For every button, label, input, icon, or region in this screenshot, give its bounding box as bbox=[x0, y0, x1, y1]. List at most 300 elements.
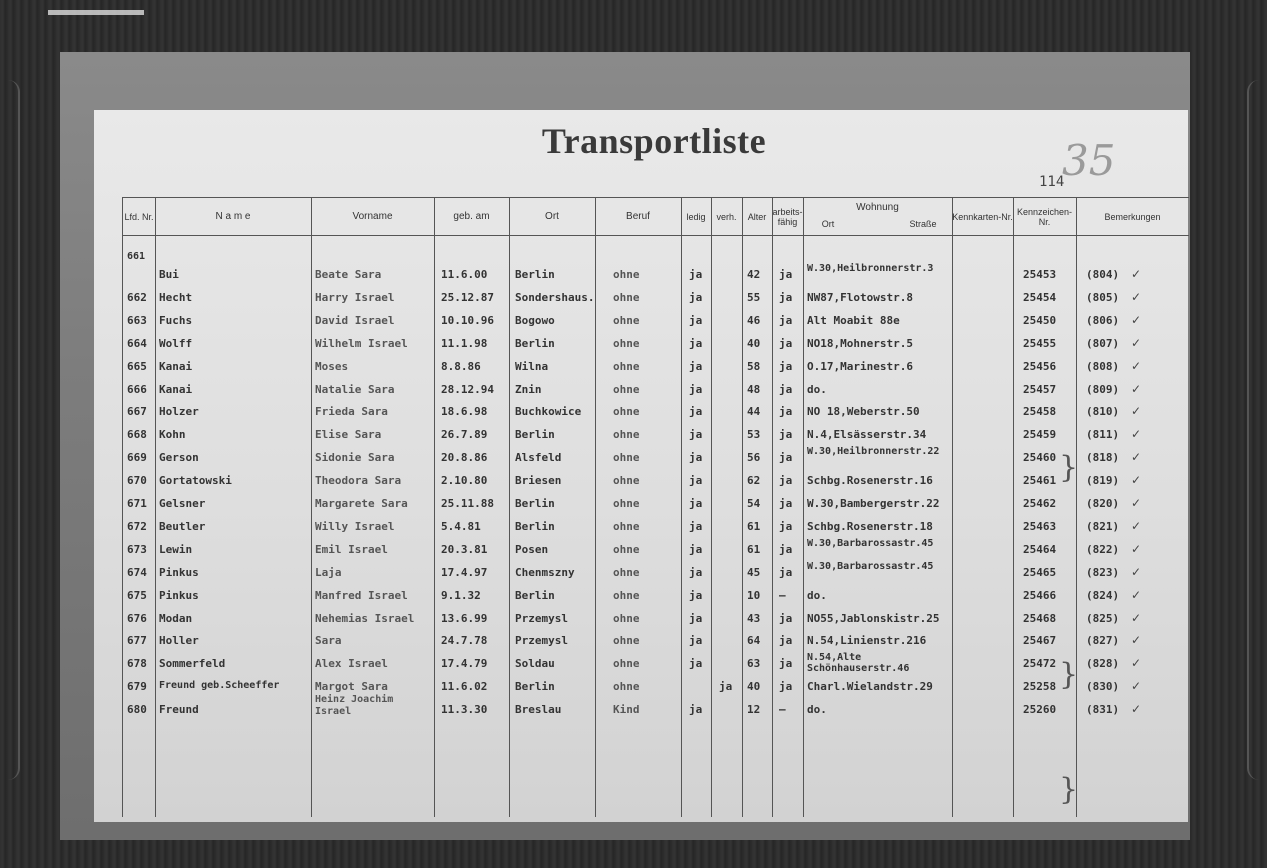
single: ja bbox=[689, 497, 703, 510]
birth-place: Alsfeld bbox=[515, 451, 562, 465]
residence: N.4,Elsässerstr.34 bbox=[807, 428, 927, 442]
fit-for-work: ja bbox=[779, 451, 793, 465]
remarks: (808) bbox=[1086, 359, 1120, 373]
residence: N.54,Alte Schönhauserstr.46 bbox=[807, 652, 910, 675]
fit-for-work: ja bbox=[779, 268, 793, 281]
identification-number: 25466 bbox=[1023, 588, 1057, 602]
single: ja bbox=[689, 634, 703, 648]
remarks: (823) bbox=[1086, 565, 1120, 579]
birth-place: Bogowo bbox=[515, 313, 555, 327]
row-number: 675 bbox=[127, 588, 147, 602]
occupation: ohne bbox=[613, 290, 640, 304]
birth-date: 24.7.78 bbox=[441, 634, 488, 648]
birth-place: Berlin bbox=[515, 497, 555, 510]
residence: do. bbox=[807, 588, 827, 602]
table-row bbox=[123, 334, 1189, 357]
surname: Gerson bbox=[159, 451, 199, 465]
fit-for-work: ja bbox=[779, 634, 793, 648]
header-geb-am: geb. am bbox=[453, 211, 490, 222]
header-bottom-rule bbox=[123, 235, 1189, 236]
residence: Schbg.Rosenerstr.18 bbox=[807, 519, 933, 533]
residence: W.30,Heilbronnerstr.3 bbox=[807, 263, 934, 274]
first-name: Margot Sara bbox=[315, 680, 388, 694]
header-verh: verh. bbox=[716, 212, 737, 222]
surname: Sommerfeld bbox=[159, 657, 226, 671]
first-name: Harry Israel bbox=[315, 290, 395, 304]
occupation: ohne bbox=[613, 451, 640, 465]
single: ja bbox=[689, 405, 703, 419]
residence: W.30,Barbarossastr.45 bbox=[807, 560, 934, 572]
first-name: David Israel bbox=[315, 313, 395, 327]
first-name: Sidonie Sara bbox=[315, 451, 395, 465]
header-top-rule bbox=[123, 197, 1189, 198]
occupation: ohne bbox=[613, 405, 640, 419]
fit-for-work: ja bbox=[779, 497, 793, 510]
table-row bbox=[123, 471, 1189, 494]
birth-date: 20.3.81 bbox=[441, 542, 488, 556]
first-name: Heinz Joachim Israel bbox=[315, 694, 394, 718]
checkmark-icon: ✓ bbox=[1131, 335, 1142, 350]
single: ja bbox=[689, 313, 703, 327]
identification-number: 25459 bbox=[1023, 428, 1057, 442]
first-name: Wilhelm Israel bbox=[315, 336, 408, 350]
birth-place: Berlin bbox=[515, 519, 555, 533]
identification-number: 25463 bbox=[1023, 519, 1057, 533]
row-number: 668 bbox=[127, 428, 147, 442]
identification-number: 25467 bbox=[1023, 634, 1057, 648]
row-number: 664 bbox=[127, 336, 147, 350]
table-row bbox=[123, 517, 1189, 540]
table-row bbox=[123, 694, 1189, 723]
table-row bbox=[123, 560, 1189, 586]
age: 58 bbox=[747, 359, 761, 373]
birth-date: 17.4.79 bbox=[441, 657, 488, 671]
header-lfd-nr: Lfd. Nr. bbox=[124, 212, 154, 222]
remarks: (806) bbox=[1086, 313, 1120, 327]
first-name: Sara bbox=[315, 634, 342, 648]
birth-date: 5.4.81 bbox=[441, 519, 481, 533]
birth-date: 25.12.87 bbox=[441, 290, 494, 304]
fit-for-work: ja bbox=[779, 428, 793, 442]
occupation: ohne bbox=[613, 382, 640, 396]
row-number: 663 bbox=[127, 313, 147, 327]
surname: Gelsner bbox=[159, 497, 206, 510]
row-number-661-top: 661 bbox=[127, 251, 146, 262]
transport-table bbox=[122, 197, 1189, 817]
birth-date: 10.10.96 bbox=[441, 313, 494, 327]
age: 61 bbox=[747, 542, 761, 556]
table-row bbox=[123, 288, 1189, 311]
identification-number: 25450 bbox=[1023, 313, 1057, 327]
remarks: (821) bbox=[1086, 519, 1120, 533]
transport-list-sheet bbox=[94, 110, 1188, 822]
row-number: 672 bbox=[127, 519, 147, 533]
identification-number: 25464 bbox=[1023, 542, 1057, 556]
single: ja bbox=[689, 565, 703, 579]
family-brace: } bbox=[1059, 772, 1079, 807]
birth-place: Berlin bbox=[515, 428, 555, 442]
surname: Bui bbox=[159, 268, 179, 281]
occupation: Kind bbox=[613, 703, 640, 717]
remarks: (830) bbox=[1086, 680, 1120, 694]
table-row bbox=[123, 402, 1189, 425]
residence: do. bbox=[807, 703, 827, 717]
table-row bbox=[123, 494, 1189, 517]
first-name: Alex Israel bbox=[315, 657, 388, 671]
age: 40 bbox=[747, 336, 761, 350]
occupation: ohne bbox=[613, 519, 640, 533]
fit-for-work: – bbox=[779, 703, 786, 717]
single: ja bbox=[689, 588, 703, 602]
identification-number: 25258 bbox=[1023, 680, 1057, 694]
birth-place: Berlin bbox=[515, 336, 555, 350]
birth-place: Znin bbox=[515, 382, 542, 396]
checkmark-icon: ✓ bbox=[1131, 427, 1142, 442]
row-number: 666 bbox=[127, 382, 147, 396]
checkmark-icon: ✓ bbox=[1131, 564, 1142, 579]
first-name: Nehemias Israel bbox=[315, 611, 415, 625]
occupation: ohne bbox=[613, 313, 640, 327]
header-vorname: Vorname bbox=[352, 211, 393, 222]
occupation: ohne bbox=[613, 588, 640, 602]
single: ja bbox=[689, 290, 703, 304]
header-ledig: ledig bbox=[686, 212, 706, 222]
surname: Holzer bbox=[159, 405, 199, 419]
age: 46 bbox=[747, 313, 761, 327]
identification-number: 25453 bbox=[1023, 268, 1057, 281]
header-wohnung: Wohnung bbox=[856, 202, 899, 213]
fit-for-work: ja bbox=[779, 405, 793, 419]
remarks: (819) bbox=[1086, 474, 1120, 488]
identification-number: 25455 bbox=[1023, 336, 1057, 350]
birth-place: Wilna bbox=[515, 359, 549, 373]
birth-date: 11.3.30 bbox=[441, 703, 488, 717]
family-brace: } bbox=[1059, 450, 1079, 485]
first-name: Margarete Sara bbox=[315, 497, 408, 510]
fit-for-work: – bbox=[779, 588, 786, 602]
table-row bbox=[123, 380, 1189, 403]
age: 64 bbox=[747, 634, 761, 648]
single: ja bbox=[689, 519, 703, 533]
identification-number: 25462 bbox=[1023, 497, 1057, 510]
row-number: 667 bbox=[127, 405, 147, 419]
remarks: (810) bbox=[1086, 405, 1120, 419]
age: 45 bbox=[747, 565, 761, 579]
table-row bbox=[123, 537, 1189, 563]
single: ja bbox=[689, 611, 703, 625]
fit-for-work: ja bbox=[779, 611, 793, 625]
birth-date: 11.6.02 bbox=[441, 680, 488, 694]
surname: Pinkus bbox=[159, 565, 199, 579]
identification-number: 25472 bbox=[1023, 657, 1057, 671]
birth-place: Sondershaus. bbox=[515, 290, 595, 304]
identification-number: 25456 bbox=[1023, 359, 1057, 373]
birth-date: 13.6.99 bbox=[441, 611, 488, 625]
fit-for-work: ja bbox=[779, 657, 793, 671]
row-number: 679 bbox=[127, 680, 147, 694]
occupation: ohne bbox=[613, 428, 640, 442]
checkmark-icon: ✓ bbox=[1131, 381, 1142, 396]
single: ja bbox=[689, 359, 703, 373]
occupation: ohne bbox=[613, 497, 640, 510]
occupation: ohne bbox=[613, 542, 640, 556]
age: 42 bbox=[747, 268, 761, 281]
first-name: Laja bbox=[315, 565, 342, 579]
surname: Wolff bbox=[159, 336, 193, 350]
fit-for-work: ja bbox=[779, 474, 793, 488]
identification-number: 25458 bbox=[1023, 405, 1057, 419]
residence: Alt Moabit 88e bbox=[807, 313, 900, 327]
occupation: ohne bbox=[613, 268, 640, 281]
single: ja bbox=[689, 268, 703, 281]
age: 43 bbox=[747, 611, 761, 625]
identification-number: 25457 bbox=[1023, 382, 1057, 396]
occupation: ohne bbox=[613, 336, 640, 350]
checkmark-icon: ✓ bbox=[1131, 587, 1142, 602]
checkmark-icon: ✓ bbox=[1131, 358, 1142, 373]
checkmark-icon: ✓ bbox=[1131, 541, 1142, 556]
residence: W.30,Barbarossastr.45 bbox=[807, 537, 934, 549]
checkmark-icon: ✓ bbox=[1131, 702, 1142, 717]
remarks: (811) bbox=[1086, 428, 1120, 442]
handwritten-page-number: 35 bbox=[1062, 136, 1116, 185]
page-number: 114 bbox=[1039, 174, 1065, 190]
checkmark-icon: ✓ bbox=[1131, 267, 1142, 281]
birth-date: 20.8.86 bbox=[441, 451, 488, 465]
first-name: Theodora Sara bbox=[315, 474, 402, 488]
remarks: (827) bbox=[1086, 634, 1120, 648]
birth-place: Buchkowice bbox=[515, 405, 582, 419]
header-beruf: Beruf bbox=[626, 211, 650, 222]
birth-place: Chenmszny bbox=[515, 565, 575, 579]
checkmark-icon: ✓ bbox=[1131, 450, 1142, 465]
fit-for-work: ja bbox=[779, 359, 793, 373]
first-name: Moses bbox=[315, 359, 349, 373]
identification-number: 25460 bbox=[1023, 451, 1057, 465]
residence: N.54,Linienstr.216 bbox=[807, 634, 927, 648]
residence: do. bbox=[807, 382, 827, 396]
checkmark-icon: ✓ bbox=[1131, 679, 1142, 694]
row-number: 678 bbox=[127, 657, 147, 671]
surname: Kanai bbox=[159, 382, 193, 396]
married: ja bbox=[719, 680, 733, 694]
row-number: 676 bbox=[127, 611, 147, 625]
table-row bbox=[123, 265, 1189, 288]
residence: W.30,Heilbronnerstr.22 bbox=[807, 446, 940, 458]
first-name: Beate Sara bbox=[315, 268, 382, 281]
birth-place: Soldau bbox=[515, 657, 555, 671]
checkmark-icon: ✓ bbox=[1131, 473, 1142, 488]
checkmark-icon: ✓ bbox=[1131, 312, 1142, 327]
header-kennzeichen-nr: Kennzeichen-Nr. bbox=[1016, 207, 1073, 227]
single: ja bbox=[689, 474, 703, 488]
surname: Kanai bbox=[159, 359, 193, 373]
row-number: 665 bbox=[127, 359, 147, 373]
occupation: ohne bbox=[613, 657, 640, 671]
remarks: (818) bbox=[1086, 451, 1120, 465]
age: 12 bbox=[747, 703, 761, 717]
identification-number: 25465 bbox=[1023, 565, 1057, 579]
birth-date: 11.1.98 bbox=[441, 336, 488, 350]
row-number: 671 bbox=[127, 497, 147, 510]
surname: Gortatowski bbox=[159, 474, 232, 488]
age: 61 bbox=[747, 519, 761, 533]
remarks: (807) bbox=[1086, 336, 1120, 350]
fit-for-work: ja bbox=[779, 542, 793, 556]
birth-date: 2.10.80 bbox=[441, 474, 488, 488]
birth-place: Berlin bbox=[515, 680, 555, 694]
row-number: 662 bbox=[127, 290, 147, 304]
first-name: Elise Sara bbox=[315, 428, 382, 442]
birth-place: Przemysl bbox=[515, 634, 568, 648]
surname: Freund geb.Scheeffer bbox=[159, 680, 280, 692]
first-name: Frieda Sara bbox=[315, 405, 388, 419]
age: 63 bbox=[747, 657, 761, 671]
age: 54 bbox=[747, 497, 761, 510]
remarks: (820) bbox=[1086, 497, 1120, 510]
surname: Lewin bbox=[159, 542, 193, 556]
table-row bbox=[123, 311, 1189, 334]
residence: NW87,Flotowstr.8 bbox=[807, 290, 913, 304]
table-row bbox=[123, 448, 1189, 471]
remarks: (805) bbox=[1086, 290, 1120, 304]
age: 40 bbox=[747, 680, 761, 694]
identification-number: 25468 bbox=[1023, 611, 1057, 625]
remarks: (824) bbox=[1086, 588, 1120, 602]
surname: Fuchs bbox=[159, 313, 193, 327]
age: 53 bbox=[747, 428, 761, 442]
table-row bbox=[123, 631, 1189, 654]
remarks: (804) bbox=[1086, 268, 1120, 281]
row-number: 670 bbox=[127, 474, 147, 488]
birth-place: Briesen bbox=[515, 474, 562, 488]
fit-for-work: ja bbox=[779, 680, 793, 694]
row-number: 677 bbox=[127, 634, 147, 648]
checkmark-icon: ✓ bbox=[1131, 404, 1142, 419]
single: ja bbox=[689, 451, 703, 465]
occupation: ohne bbox=[613, 565, 640, 579]
residence: Charl.Wielandstr.29 bbox=[807, 680, 933, 694]
row-number: 669 bbox=[127, 451, 147, 465]
checkmark-icon: ✓ bbox=[1131, 496, 1142, 510]
birth-place: Berlin bbox=[515, 268, 555, 281]
birth-place: Berlin bbox=[515, 588, 555, 602]
residence: NO18,Mohnerstr.5 bbox=[807, 336, 913, 350]
birth-place: Breslau bbox=[515, 703, 562, 717]
single: ja bbox=[689, 657, 703, 671]
table-row bbox=[123, 425, 1189, 448]
table-row bbox=[123, 357, 1189, 380]
film-edge-left bbox=[0, 80, 20, 780]
residence: Schbg.Rosenerstr.16 bbox=[807, 474, 933, 488]
first-name: Manfred Israel bbox=[315, 588, 408, 602]
header-kennkarten-nr: Kennkarten-Nr. bbox=[952, 212, 1013, 222]
identification-number: 25454 bbox=[1023, 290, 1057, 304]
single: ja bbox=[689, 703, 703, 717]
row-number: 680 bbox=[127, 703, 147, 717]
age: 55 bbox=[747, 290, 761, 304]
row-number: 673 bbox=[127, 542, 147, 556]
age: 48 bbox=[747, 382, 761, 396]
birth-date: 18.6.98 bbox=[441, 405, 488, 419]
checkmark-icon: ✓ bbox=[1131, 289, 1142, 304]
occupation: ohne bbox=[613, 474, 640, 488]
fit-for-work: ja bbox=[779, 290, 793, 304]
occupation: ohne bbox=[613, 611, 640, 625]
family-brace: } bbox=[1059, 657, 1079, 692]
surname: Beutler bbox=[159, 519, 206, 533]
residence: NO 18,Weberstr.50 bbox=[807, 405, 920, 419]
remarks: (809) bbox=[1086, 382, 1120, 396]
age: 10 bbox=[747, 588, 761, 602]
header-ort: Ort bbox=[545, 211, 559, 222]
remarks: (831) bbox=[1086, 703, 1120, 717]
age: 44 bbox=[747, 405, 761, 419]
birth-date: 17.4.97 bbox=[441, 565, 488, 579]
first-name: Emil Israel bbox=[315, 542, 388, 556]
single: ja bbox=[689, 336, 703, 350]
residence: NO55,Jablonskistr.25 bbox=[807, 611, 940, 625]
surname: Holler bbox=[159, 634, 199, 648]
birth-date: 8.8.86 bbox=[441, 359, 481, 373]
table-row bbox=[123, 677, 1189, 700]
header-wohnung-ort: Ort bbox=[821, 219, 835, 229]
age: 62 bbox=[747, 474, 761, 488]
single: ja bbox=[689, 382, 703, 396]
surname: Modan bbox=[159, 611, 193, 625]
fit-for-work: ja bbox=[779, 382, 793, 396]
age: 56 bbox=[747, 451, 761, 465]
checkmark-icon: ✓ bbox=[1131, 656, 1142, 671]
surname: Pinkus bbox=[159, 588, 199, 602]
film-edge-right bbox=[1247, 80, 1267, 780]
fit-for-work: ja bbox=[779, 519, 793, 533]
film-marks bbox=[48, 10, 144, 15]
single: ja bbox=[689, 428, 703, 442]
occupation: ohne bbox=[613, 359, 640, 373]
surname: Kohn bbox=[159, 428, 186, 442]
header-name: N a m e bbox=[215, 211, 251, 222]
header-arbeitsfaehig: arbeits-fähig bbox=[772, 207, 803, 227]
surname: Freund bbox=[159, 703, 199, 717]
remarks: (825) bbox=[1086, 611, 1120, 625]
header-alter: Alter bbox=[747, 212, 767, 222]
birth-date: 9.1.32 bbox=[441, 588, 481, 602]
birth-date: 25.11.88 bbox=[441, 497, 494, 510]
checkmark-icon: ✓ bbox=[1131, 518, 1142, 533]
row-number: 674 bbox=[127, 565, 147, 579]
header-wohnung-strasse: Straße bbox=[909, 219, 937, 229]
residence: O.17,Marinestr.6 bbox=[807, 359, 913, 373]
surname: Hecht bbox=[159, 290, 193, 304]
remarks: (828) bbox=[1086, 657, 1120, 671]
identification-number: 25461 bbox=[1023, 474, 1057, 488]
birth-place: Posen bbox=[515, 542, 549, 556]
fit-for-work: ja bbox=[779, 336, 793, 350]
occupation: ohne bbox=[613, 680, 640, 694]
table-row bbox=[123, 609, 1189, 632]
residence: W.30,Bambergerstr.22 bbox=[807, 497, 940, 510]
birth-place: Przemysl bbox=[515, 611, 568, 625]
document-title: Transportliste bbox=[541, 121, 767, 161]
header-bemerkungen: Bemerkungen bbox=[1104, 212, 1161, 222]
fit-for-work: ja bbox=[779, 565, 793, 579]
first-name: Natalie Sara bbox=[315, 382, 395, 396]
birth-date: 11.6.00 bbox=[441, 268, 488, 281]
table-row bbox=[123, 586, 1189, 609]
identification-number: 25260 bbox=[1023, 703, 1057, 717]
single: ja bbox=[689, 542, 703, 556]
